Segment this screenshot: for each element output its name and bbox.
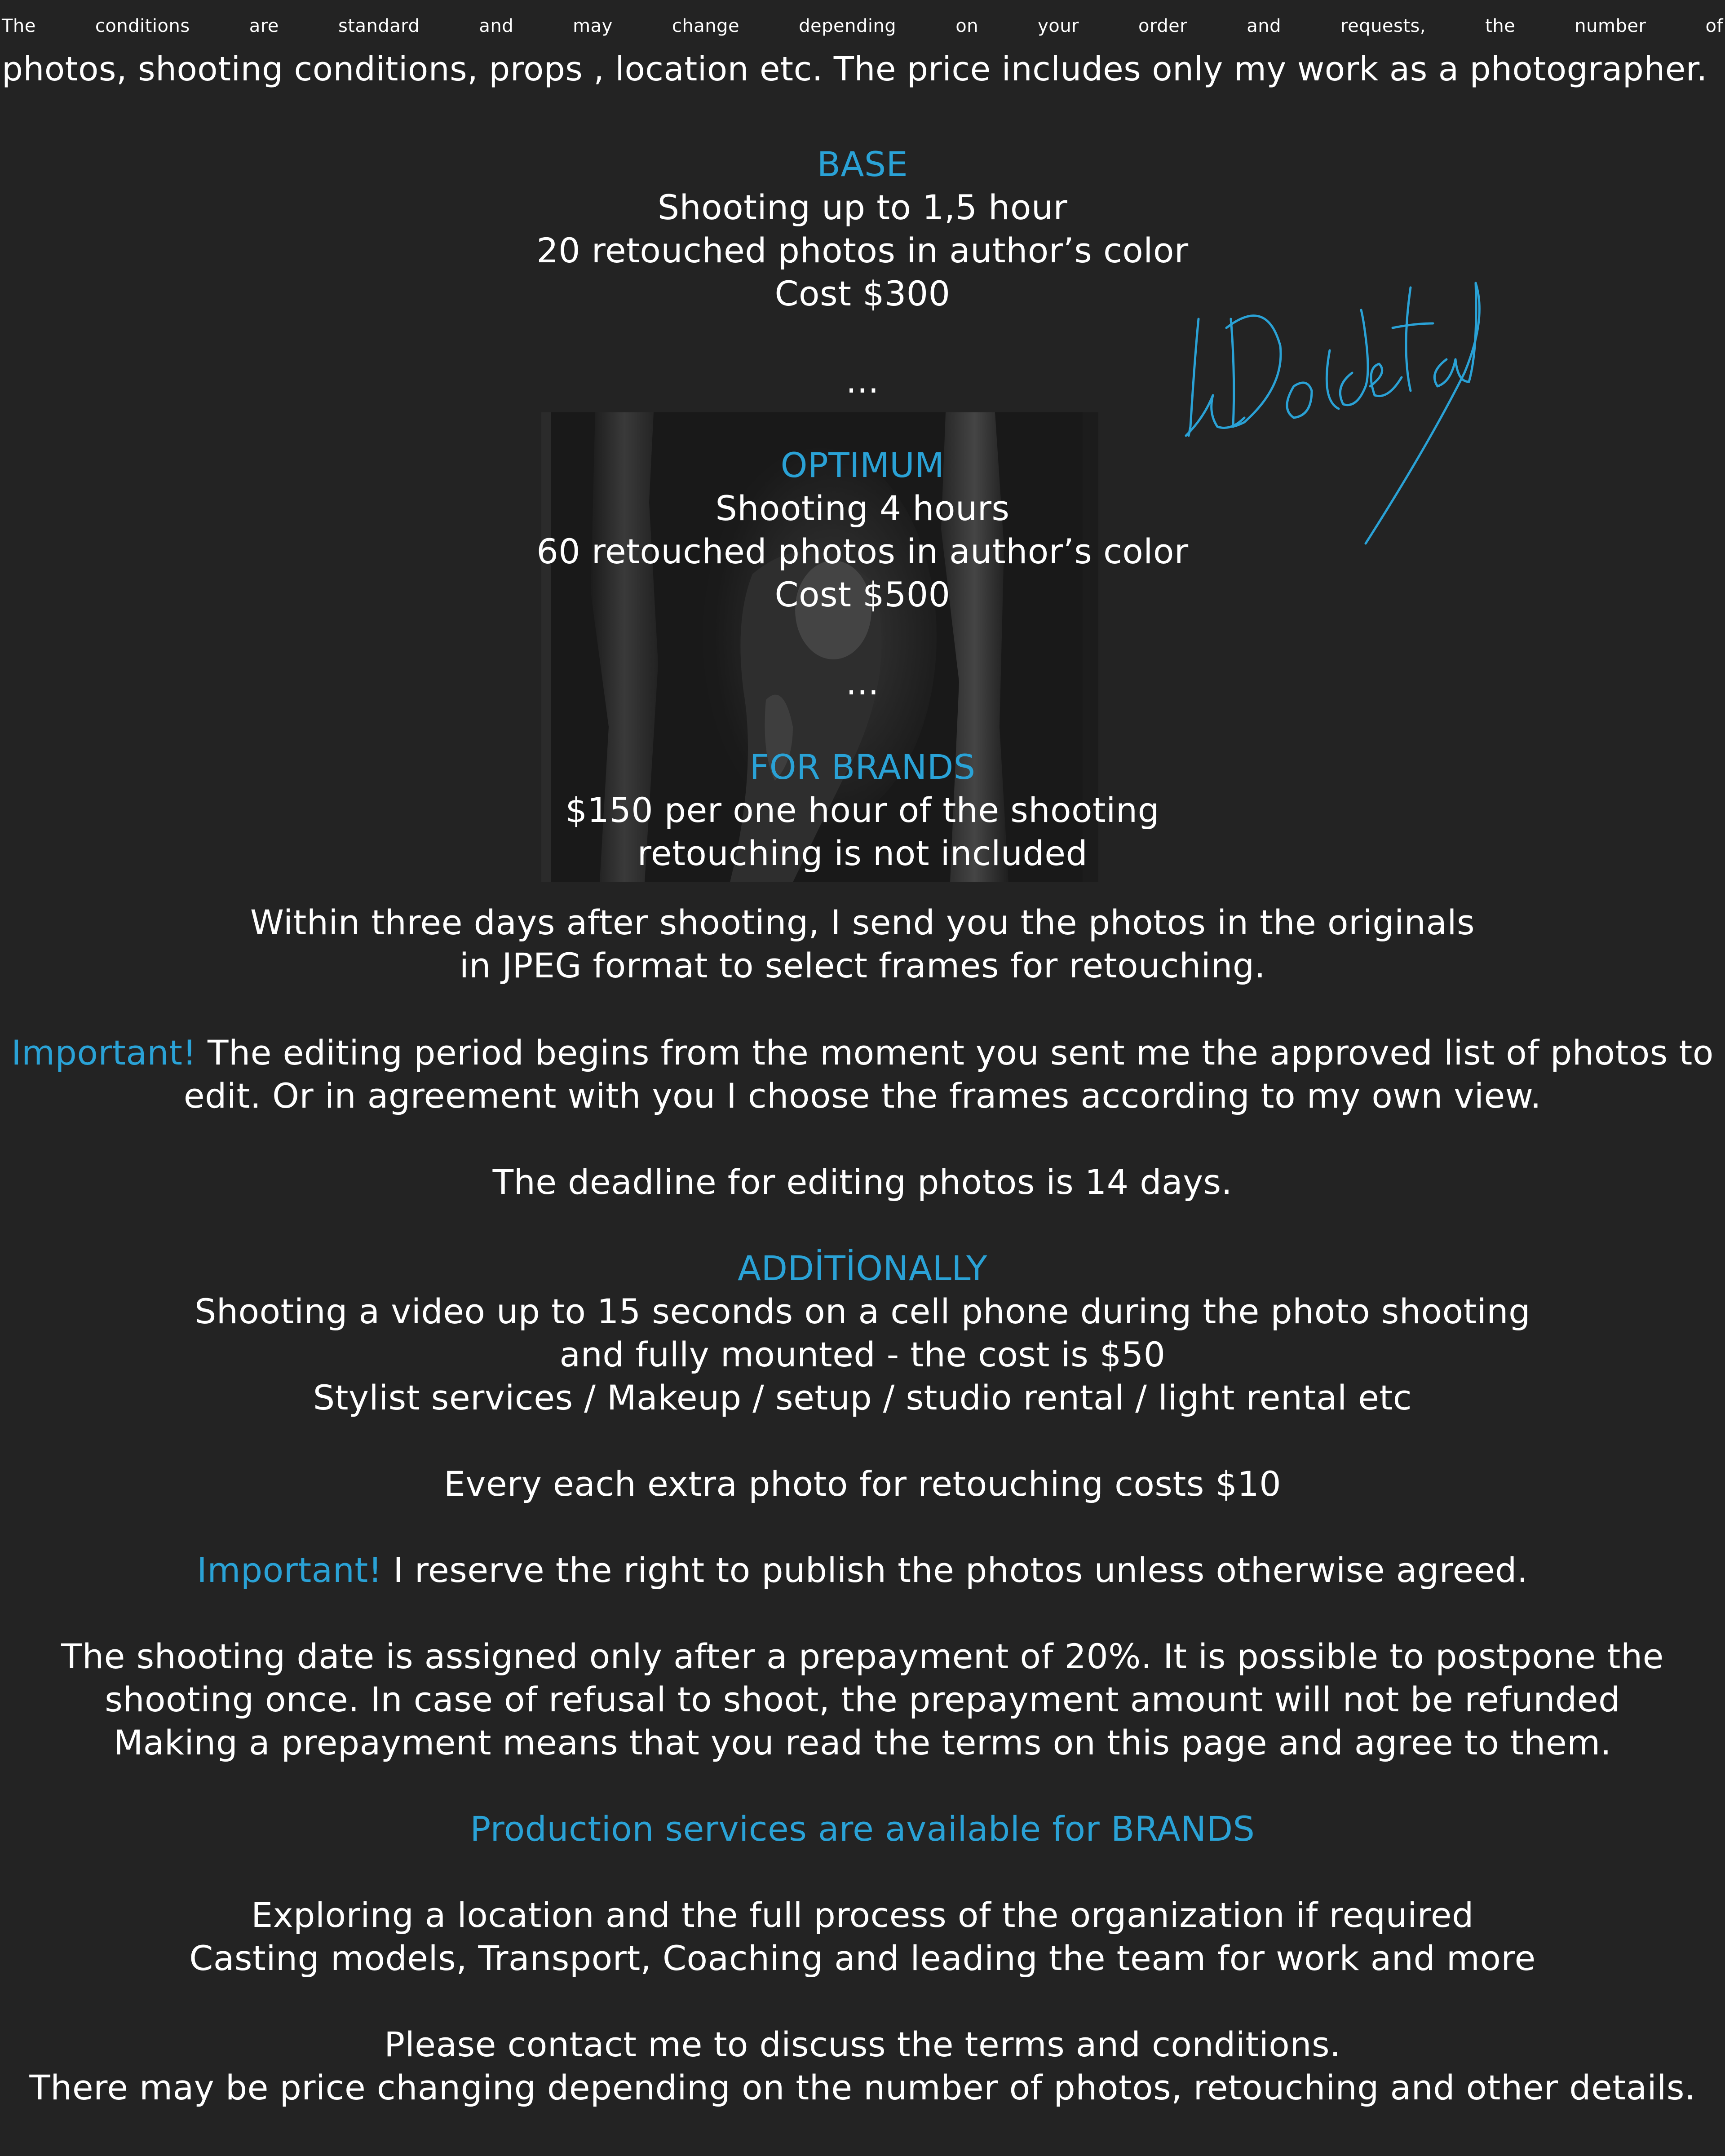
separator-2: ... <box>846 663 879 702</box>
intro-line-1 <box>0 4 1725 48</box>
important-label-1: Important! <box>11 1033 197 1073</box>
prepayment-line-2: shooting once. In case of refusal to shoot, the prepayment amount will not be refunded <box>105 1679 1620 1719</box>
optimum-title: OPTIMUM <box>780 445 945 485</box>
production-line-2: Casting models, Transport, Coaching and leading the team for work and more <box>189 1938 1536 1978</box>
intro-line-2 <box>0 48 1725 91</box>
base-duration: Shooting up to 1,5 hour <box>657 187 1068 227</box>
additionally-video: Shooting a video up to 15 seconds on a cell phone during the photo shooting <box>195 1291 1530 1331</box>
important-editing-line-1 <box>0 1031 1725 1074</box>
contact-line-1: Please contact me to discuss the terms and conditions. <box>384 2024 1341 2064</box>
important-editing-line-2: edit. Or in agreement with you I choose the frames according to my own view. <box>183 1076 1542 1116</box>
important-label-2: Important! <box>197 1550 382 1590</box>
production-line-1: Exploring a location and the full process of the organization if required <box>251 1895 1474 1935</box>
delivery-line-2: in JPEG format to select frames for retouching. <box>459 945 1266 985</box>
separator-1: ... <box>846 361 879 401</box>
additionally-title: ADDİTİONALLY <box>738 1248 987 1288</box>
production-title: Production services are available for BRANDS <box>470 1809 1255 1849</box>
extra-photo-cost: Every each extra photo for retouching costs $10 <box>443 1464 1282 1504</box>
optimum-cost: Cost $500 <box>774 574 951 614</box>
base-cost: Cost $300 <box>774 274 951 314</box>
intro-text-2: photos, shooting conditions, props , location etc. The price includes only my work as a photographer. <box>2 50 1707 88</box>
brands-title: FOR BRANDS <box>749 747 976 787</box>
prepayment-line-1: The shooting date is assigned only after a prepayment of 20%. It is possible to postpone the <box>61 1636 1664 1676</box>
additionally-video-cost: and fully mounted - the cost is $50 <box>559 1334 1166 1374</box>
additionally-services: Stylist services / Makeup / setup / studio rental / light rental etc <box>313 1378 1412 1418</box>
deadline-text: The deadline for editing photos is 14 days. <box>492 1162 1233 1202</box>
intro-text-1: The conditions are standard and may change depending on your order and requests, the number of <box>2 16 1723 36</box>
delivery-line-1: Within three days after shooting, I send you the photos in the originals <box>250 902 1475 942</box>
important-editing-text: The editing period begins from the moment you sent me the approved list of photos to <box>196 1033 1714 1073</box>
base-title: BASE <box>817 144 908 184</box>
important-publish-text: I reserve the right to publish the photos unless otherwise agreed. <box>382 1550 1528 1590</box>
contact-line-2: There may be price changing depending on the number of photos, retouching and other details. <box>29 2068 1696 2107</box>
optimum-photos: 60 retouched photos in author’s color <box>536 531 1189 571</box>
optimum-duration: Shooting 4 hours <box>715 488 1010 528</box>
base-photos: 20 retouched photos in author’s color <box>536 230 1189 270</box>
prepayment-line-3: Making a prepayment means that you read the terms on this page and agree to them. <box>113 1723 1612 1763</box>
important-publish-line <box>0 1549 1725 1592</box>
brands-rate: $150 per one hour of the shooting <box>565 790 1160 830</box>
brands-note: retouching is not included <box>637 833 1088 873</box>
